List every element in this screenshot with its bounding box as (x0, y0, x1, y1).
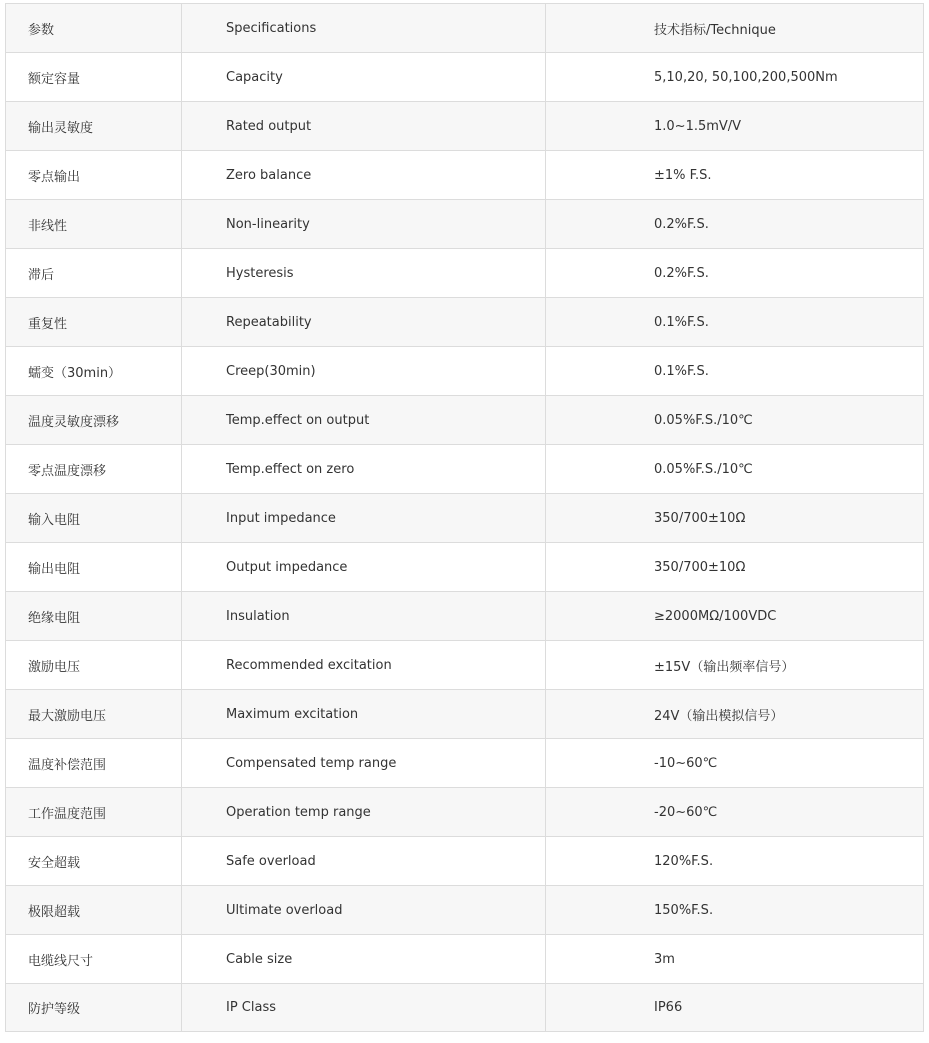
table-row (6, 690, 924, 739)
table-row (6, 837, 924, 886)
table-row (6, 494, 924, 543)
spec-cell: Maximum excitation (182, 690, 546, 739)
param-cell: 工作温度范围 (6, 788, 182, 837)
param-cell: 温度补偿范围 (6, 739, 182, 788)
tech-cell: 0.05%F.S./10℃ (546, 445, 924, 494)
param-cell: 输出电阻 (6, 543, 182, 592)
spec-cell: Safe overload (182, 837, 546, 886)
tech-cell: 150%F.S. (546, 886, 924, 935)
spec-cell: Insulation (182, 592, 546, 641)
param-cell: 非线性 (6, 200, 182, 249)
table-row (6, 200, 924, 249)
table-row (6, 249, 924, 298)
param-cell: 蠕变（30min） (6, 347, 182, 396)
spec-cell: Zero balance (182, 151, 546, 200)
table-row (6, 935, 924, 984)
param-cell: 防护等级 (6, 984, 182, 1032)
tech-cell: 350/700±10Ω (546, 543, 924, 592)
spec-cell: Creep(30min) (182, 347, 546, 396)
spec-cell: Temp.effect on output (182, 396, 546, 445)
param-cell: 温度灵敏度漂移 (6, 396, 182, 445)
table-row (6, 592, 924, 641)
param-cell: 极限超载 (6, 886, 182, 935)
tech-cell: 0.1%F.S. (546, 347, 924, 396)
spec-cell: Hysteresis (182, 249, 546, 298)
tech-cell: ±1% F.S. (546, 151, 924, 200)
spec-table-body (6, 4, 924, 1032)
param-cell: 输出灵敏度 (6, 102, 182, 151)
spec-cell: Non-linearity (182, 200, 546, 249)
tech-cell: -20~60℃ (546, 788, 924, 837)
table-row (6, 984, 924, 1032)
param-cell: 滞后 (6, 249, 182, 298)
tech-cell: -10~60℃ (546, 739, 924, 788)
spec-cell: Rated output (182, 102, 546, 151)
tech-cell: 350/700±10Ω (546, 494, 924, 543)
table-row (6, 739, 924, 788)
table-row (6, 445, 924, 494)
param-cell: 安全超载 (6, 837, 182, 886)
header-param: 参数 (6, 4, 182, 53)
spec-cell: Operation temp range (182, 788, 546, 837)
spec-cell: Compensated temp range (182, 739, 546, 788)
table-row (6, 543, 924, 592)
table-row (6, 886, 924, 935)
header-spec: Specifications (182, 4, 546, 53)
tech-cell: 5,10,20, 50,100,200,500Nm (546, 53, 924, 102)
param-cell: 零点温度漂移 (6, 445, 182, 494)
spec-cell: Input impedance (182, 494, 546, 543)
table-row (6, 102, 924, 151)
tech-cell: IP66 (546, 984, 924, 1032)
tech-cell: 0.2%F.S. (546, 200, 924, 249)
spec-table (5, 3, 924, 1032)
param-cell: 零点输出 (6, 151, 182, 200)
table-row (6, 298, 924, 347)
table-row (6, 151, 924, 200)
tech-cell: 1.0~1.5mV/V (546, 102, 924, 151)
header-tech: 技术指标/Technique (546, 4, 924, 53)
table-row (6, 788, 924, 837)
tech-cell: ±15V（输出频率信号） (546, 641, 924, 690)
param-cell: 电缆线尺寸 (6, 935, 182, 984)
spec-cell: Repeatability (182, 298, 546, 347)
tech-cell: 24V（输出模拟信号） (546, 690, 924, 739)
spec-cell: Recommended excitation (182, 641, 546, 690)
tech-cell: 0.2%F.S. (546, 249, 924, 298)
table-row (6, 396, 924, 445)
spec-cell: Output impedance (182, 543, 546, 592)
tech-cell: ≥2000MΩ/100VDC (546, 592, 924, 641)
spec-cell: Capacity (182, 53, 546, 102)
tech-cell: 0.05%F.S./10℃ (546, 396, 924, 445)
param-cell: 激励电压 (6, 641, 182, 690)
table-header-row (6, 4, 924, 53)
tech-cell: 0.1%F.S. (546, 298, 924, 347)
spec-cell: Cable size (182, 935, 546, 984)
table-row (6, 53, 924, 102)
table-row (6, 347, 924, 396)
spec-cell: IP Class (182, 984, 546, 1032)
table-row (6, 641, 924, 690)
param-cell: 最大激励电压 (6, 690, 182, 739)
param-cell: 重复性 (6, 298, 182, 347)
param-cell: 额定容量 (6, 53, 182, 102)
param-cell: 输入电阻 (6, 494, 182, 543)
tech-cell: 120%F.S. (546, 837, 924, 886)
tech-cell: 3m (546, 935, 924, 984)
spec-cell: Temp.effect on zero (182, 445, 546, 494)
spec-cell: Ultimate overload (182, 886, 546, 935)
param-cell: 绝缘电阻 (6, 592, 182, 641)
